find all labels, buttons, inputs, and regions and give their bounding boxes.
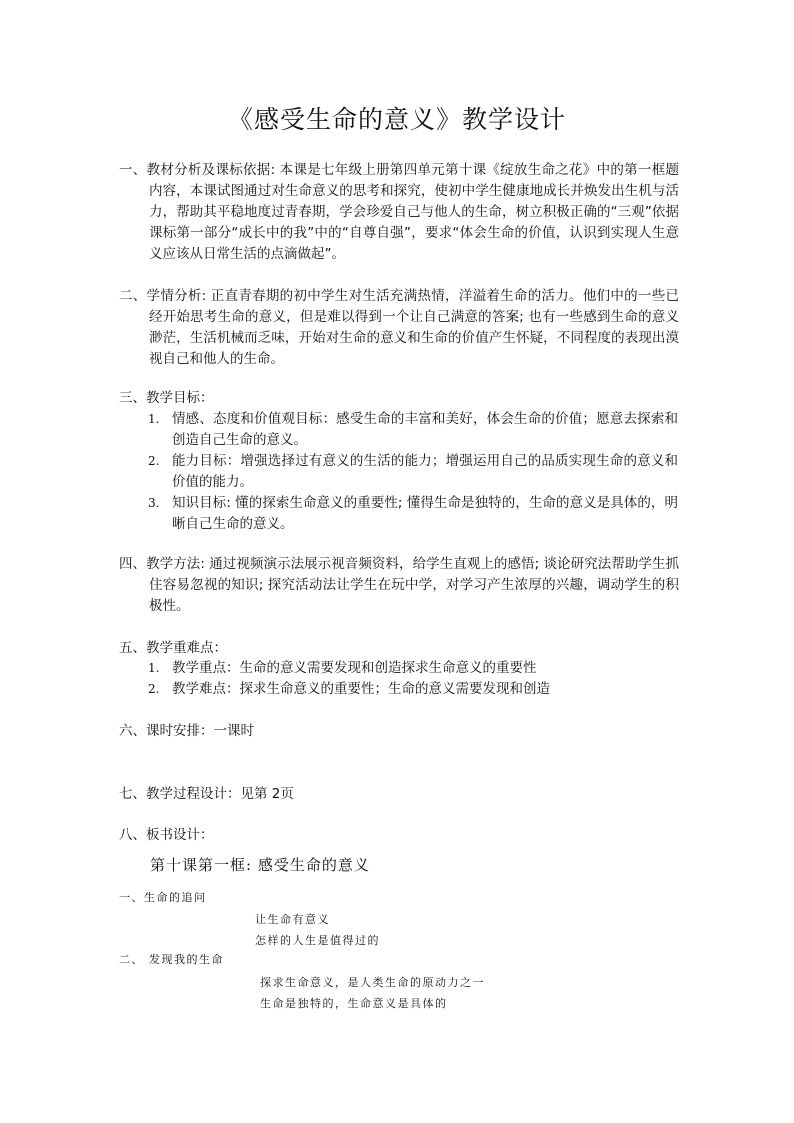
list-item-number: 2.	[148, 454, 160, 468]
section-process-design-text: 七、教学过程设计：见第 2页	[119, 786, 294, 802]
section-textbook-analysis-text: 一、教材分析及课标依据: 本课是七年级上册第四单元第十课《绽放生命之花》中的第一框题内容，本课试图通过对生命意义的思考和探究，使初中学生健康地成长并焕发出生机与活力，帮助其平稳地度过青春期，学会珍爱自己与他人的生命，树立积极正确的“三观”依据课标第一部分“成长中的我”中的“自尊自强”，要求“体会生命的价值，认识到实现人生意义应该从日常生活的点滴做起”。	[119, 162, 679, 262]
board-heading-2: 二、 发现我的生命	[119, 953, 224, 966]
list-item-text: 情感、态度和价值观目标：感受生命的丰富和美好，体会生命的价值；愿意去探索和创造自己生命的意义。	[172, 411, 678, 448]
section-board-design	[119, 825, 679, 846]
document-title: 《感受生命的意义》教学设计	[227, 105, 566, 134]
list-item	[148, 409, 678, 451]
section-textbook-analysis	[119, 160, 679, 265]
section-key-points-heading: 五、教学重难点：	[119, 640, 227, 656]
key-points-list	[148, 658, 678, 700]
board-title: 第十课第一框: 感受生命的意义	[150, 856, 370, 874]
list-item-text: 教学重点：生命的意义需要发现和创造探求生命意义的重要性	[172, 660, 537, 676]
section-board-design-heading: 八、板书设计：	[119, 827, 214, 843]
section-teaching-goals	[119, 388, 679, 409]
list-item	[148, 658, 678, 679]
list-item-text: 能力目标：增强选择过有意义的生活的能力；增强运用自己的品质实现生命的意义和价值的能力。	[172, 453, 678, 490]
section-teaching-goals-heading: 三、教学目标：	[119, 390, 214, 406]
section-student-analysis-text: 二、学情分析: 正直青春期的初中学生对生活充满热情，洋溢着生命的活力。他们中的一些已经开始思考生命的意义，但是难以得到一个让自己满意的答案; 也有一些感到生命的意义渺茫，生活机械而乏味，开始对生命的意义和生命的价值产生怀疑，不同程度的表现出漠视自己和他人的生命。	[119, 288, 679, 367]
teaching-goals-list	[148, 409, 678, 535]
section-schedule	[119, 721, 679, 742]
list-item	[148, 493, 678, 535]
board-line: 让生命有意义	[255, 913, 330, 926]
section-schedule-text: 六、课时安排：一课时	[119, 723, 254, 739]
board-line: 探求生命意义，是人类生命的原动力之一	[260, 976, 485, 989]
section-key-points	[119, 638, 679, 659]
list-item-text: 知识目标: 懂的探索生命意义的重要性; 懂得生命是独特的，生命的意义是具体的，明晰自己生命的意义。	[172, 495, 678, 532]
list-item-number: 1.	[148, 412, 160, 426]
section-teaching-methods-text: 四、教学方法: 通过视频演示法展示视音频资料，给学生直观上的感悟; 谈论研究法帮助学生抓住容易忽视的知识; 探究活动法让学生在玩中学，对学习产生浓厚的兴趣，调动学生的积极性。	[119, 556, 679, 614]
list-item	[148, 451, 678, 493]
board-line: 怎样的人生是值得过的	[255, 934, 380, 947]
section-teaching-methods	[119, 554, 679, 617]
board-line: 生命是独特的，生命意义是具体的	[260, 997, 448, 1010]
board-heading-1: 一、生命的追问	[119, 891, 207, 904]
list-item	[148, 679, 678, 700]
list-item-text: 教学难点：探求生命意义的重要性；生命的意义需要发现和创造	[172, 681, 550, 697]
list-item-number: 1.	[148, 661, 160, 675]
list-item-number: 3.	[148, 496, 160, 510]
section-student-analysis	[119, 286, 679, 370]
list-item-number: 2.	[148, 682, 160, 696]
section-process-design	[119, 784, 679, 805]
